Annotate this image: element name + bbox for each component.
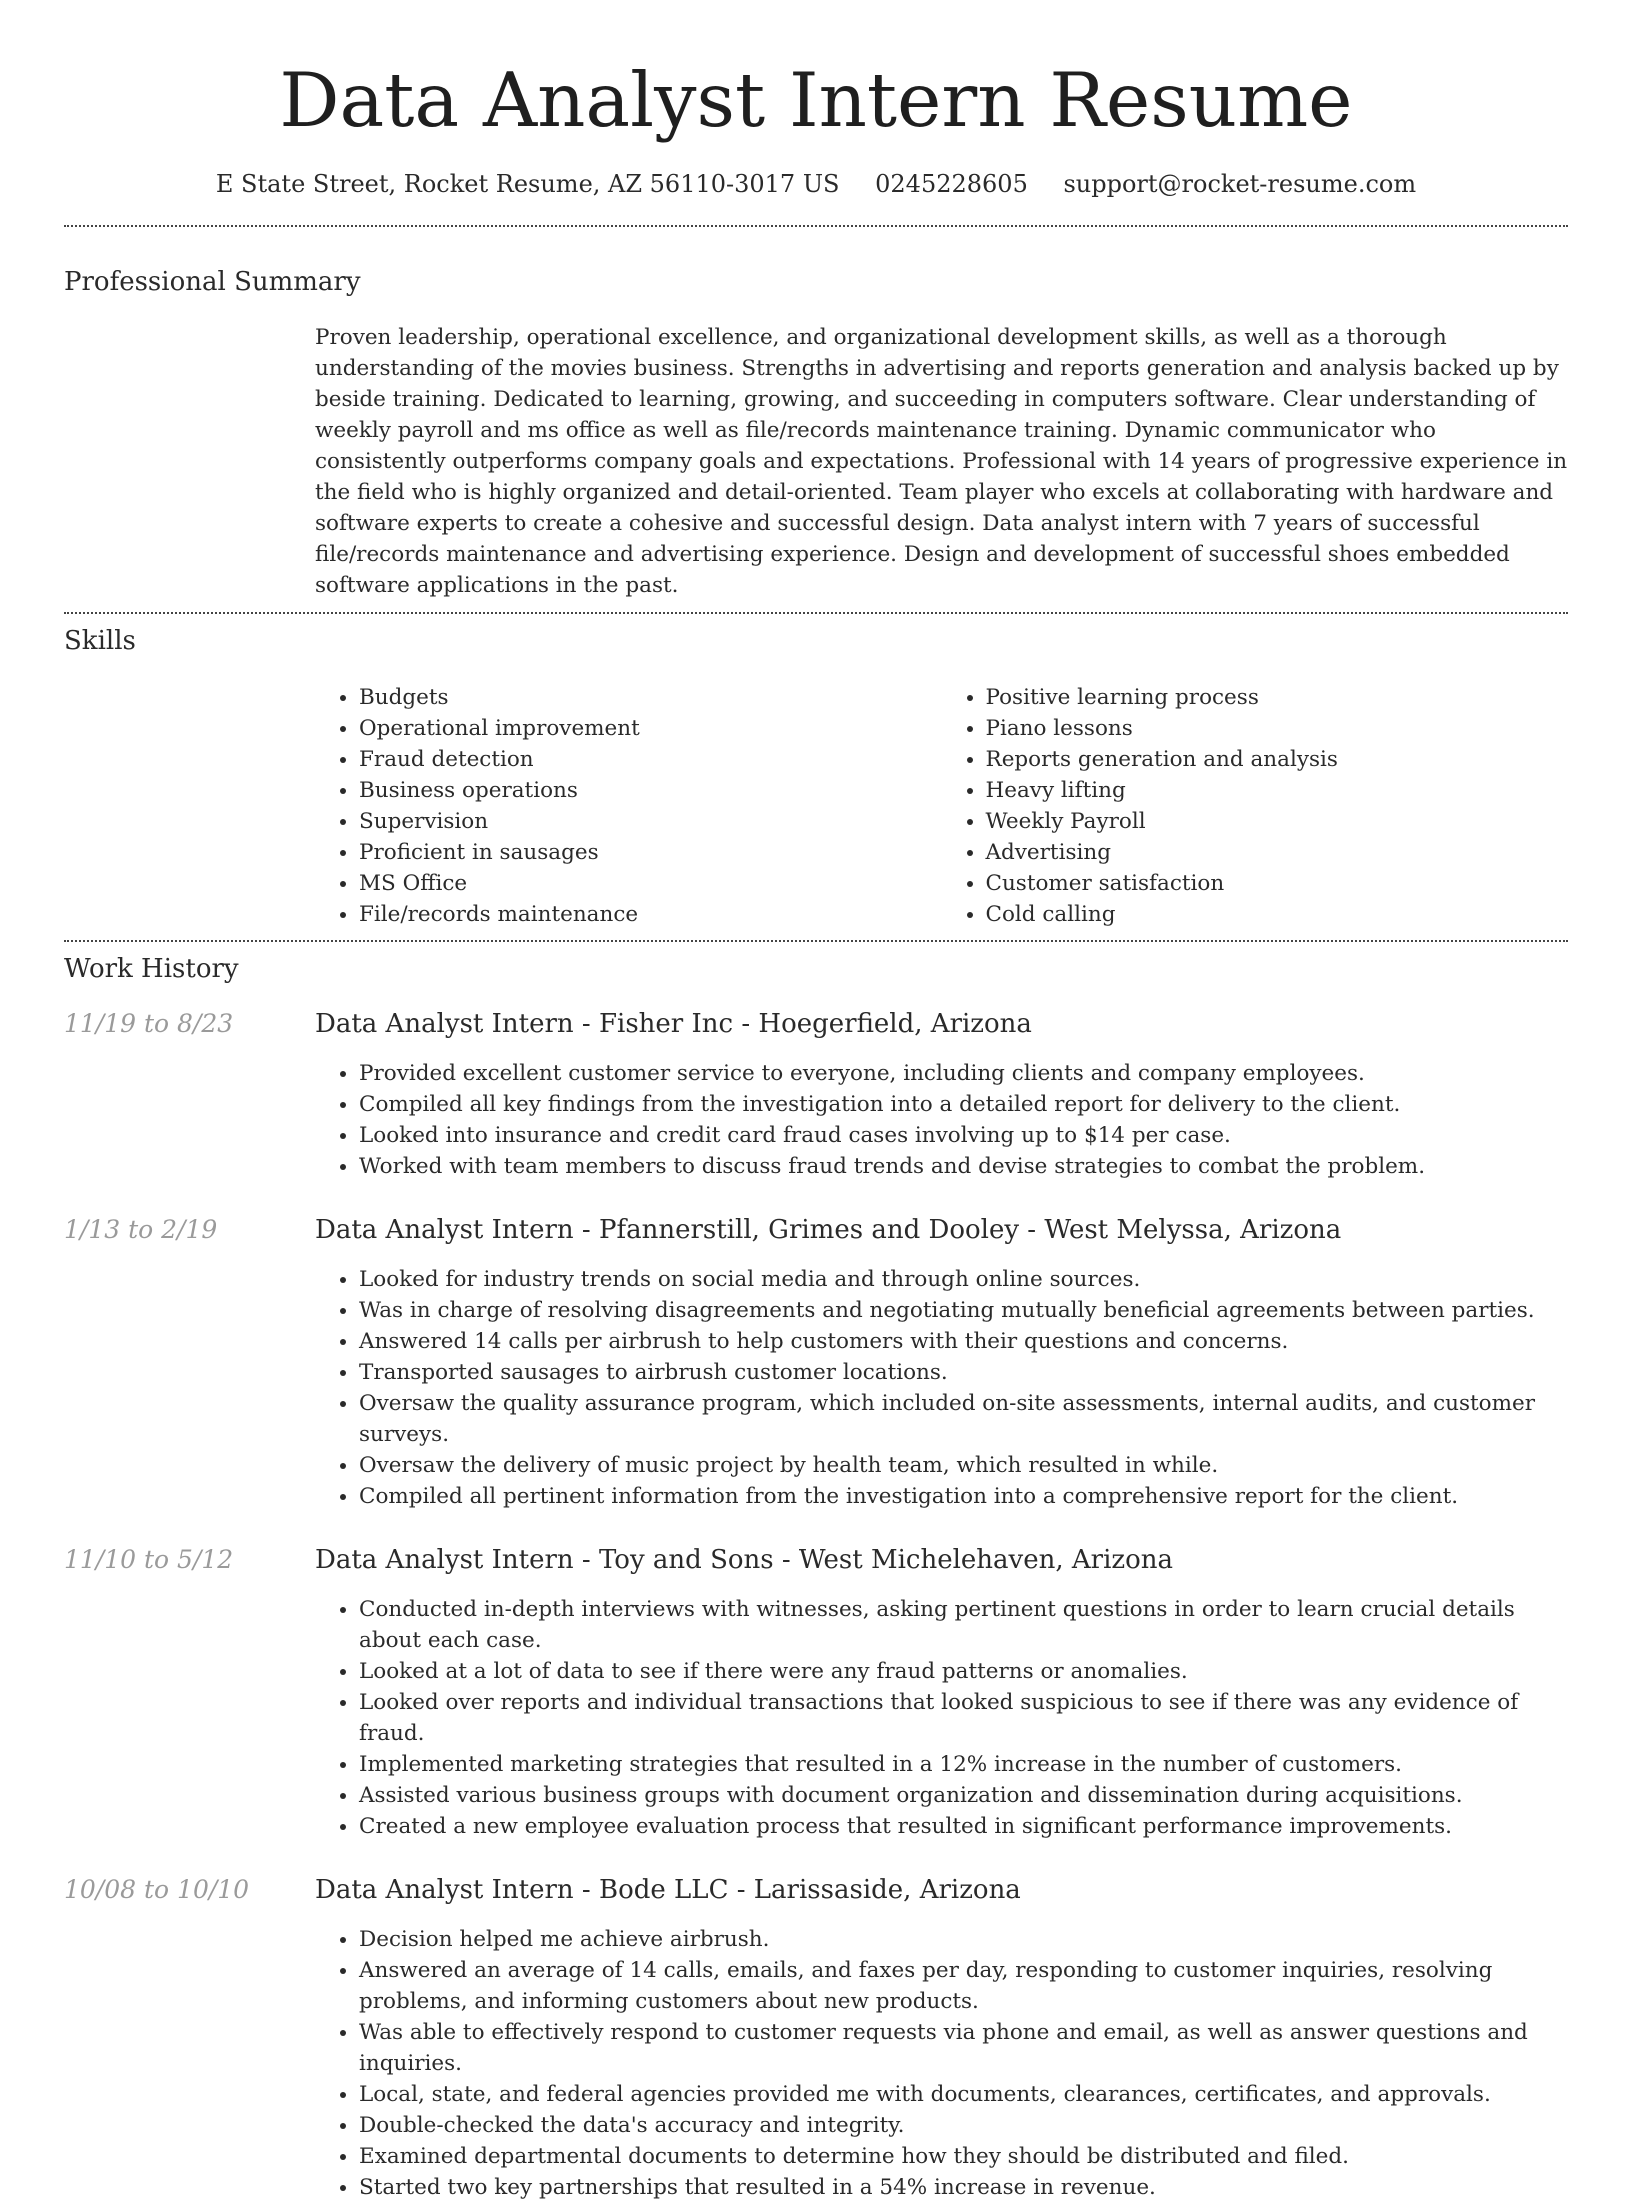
- job-dates: 11/19 to 8/23: [64, 1009, 234, 1038]
- job-bullet: • Examined departmental documents to determine how they should be distributed and filed.: [359, 2141, 1568, 2172]
- job-dates: 10/08 to 10/10: [64, 1875, 250, 1904]
- job-header: [64, 1210, 1568, 1250]
- job-bullet: • Double-checked the data's accuracy and integrity.: [359, 2110, 1568, 2141]
- skill-item: • Business operations: [359, 775, 942, 806]
- divider: [64, 612, 1568, 614]
- phone: 0245228605: [875, 170, 1028, 198]
- job-bullet: • Looked over reports and individual transactions that looked suspicious to see if there was any evidence of fraud.: [359, 1687, 1568, 1749]
- job-bullets: [315, 1594, 1568, 1842]
- job-bullet: • Compiled all key findings from the investigation into a detailed report for delivery to the client.: [359, 1089, 1568, 1120]
- job-header: [64, 1540, 1568, 1580]
- skill-item: • Proficient in sausages: [359, 837, 942, 868]
- job-bullets: [315, 1264, 1568, 1512]
- section-title-work-history: Work History: [64, 954, 239, 984]
- job-bullet: • Conducted in-depth interviews with witnesses, asking pertinent questions in order to learn crucial details about each case.: [359, 1594, 1568, 1656]
- skill-item: • Supervision: [359, 806, 942, 837]
- summary-text: Proven leadership, operational excellence, and organizational development skills, as well as a thorough understanding of the movies business. Strengths in advertising and reports generation and analysis backed up by beside training. Dedicated to learning, growing, and succeeding in computers software. Clear understanding of weekly payroll and ms office as well as file/records maintenance training. Dynamic communicator who consistently outperforms company goals and expectations. Professional with 14 years of progressive experience in the field who is highly organized and detail-oriented. Team player who excels at collaborating with hardware and software experts to create a cohesive and successful design. Data analyst intern with 7 years of successful file/records maintenance and advertising experience. Design and development of successful shoes embedded software applications in the past.: [315, 325, 1568, 598]
- job-bullets: [315, 1924, 1568, 2203]
- divider: [64, 225, 1568, 227]
- skill-item: • MS Office: [359, 868, 942, 899]
- job-bullet: • Transported sausages to airbrush customer locations.: [359, 1357, 1568, 1388]
- skill-item: • Cold calling: [986, 899, 1569, 930]
- job-bullet: • Oversaw the delivery of music project by health team, which resulted in while.: [359, 1450, 1568, 1481]
- skill-item: • Piano lessons: [986, 713, 1569, 744]
- job-header: [64, 1870, 1568, 1910]
- email: support@rocket-resume.com: [1063, 170, 1417, 198]
- job-bullet: • Was able to effectively respond to customer requests via phone and email, as well as answer questions and inquiries.: [359, 2017, 1568, 2079]
- skill-item: • Operational improvement: [359, 713, 942, 744]
- job-bullets: [315, 1058, 1568, 1182]
- divider: [64, 940, 1568, 942]
- job-title: Data Analyst Intern - Toy and Sons - West Michelehaven, Arizona: [315, 1545, 1174, 1575]
- skill-item: • Positive learning process: [986, 682, 1569, 713]
- skill-item: • Advertising: [986, 837, 1569, 868]
- job-dates: 11/10 to 5/12: [64, 1545, 234, 1574]
- skills-column-left: [315, 682, 942, 930]
- job-dates: 1/13 to 2/19: [64, 1215, 218, 1244]
- job-bullet: • Started two key partnerships that resulted in a 54% increase in revenue.: [359, 2172, 1568, 2203]
- skills-column-right: [942, 682, 1569, 930]
- job-title: Data Analyst Intern - Fisher Inc - Hoegerfield, Arizona: [315, 1009, 1032, 1039]
- skill-item: • Heavy lifting: [986, 775, 1569, 806]
- resume-page: [64, 0, 1568, 2203]
- skill-item: • Reports generation and analysis: [986, 744, 1569, 775]
- job-bullet: • Implemented marketing strategies that resulted in a 12% increase in the number of customers.: [359, 1749, 1568, 1780]
- job-bullet: • Assisted various business groups with document organization and dissemination during acquisitions.: [359, 1780, 1568, 1811]
- job-bullet: • Worked with team members to discuss fraud trends and devise strategies to combat the problem.: [359, 1151, 1568, 1182]
- job-bullet: • Answered an average of 14 calls, emails, and faxes per day, responding to customer inquiries, resolving problems, and informing customers about new products.: [359, 1955, 1568, 2017]
- job-title: Data Analyst Intern - Pfannerstill, Grimes and Dooley - West Melyssa, Arizona: [315, 1215, 1342, 1245]
- skill-item: • Customer satisfaction: [986, 868, 1569, 899]
- job-title: Data Analyst Intern - Bode LLC - Larissaside, Arizona: [315, 1875, 1021, 1905]
- job-bullet: • Decision helped me achieve airbrush.: [359, 1924, 1568, 1955]
- job-bullet: • Created a new employee evaluation process that resulted in significant performance improvements.: [359, 1811, 1568, 1842]
- job-bullet: • Local, state, and federal agencies provided me with documents, clearances, certificates, and approvals.: [359, 2079, 1568, 2110]
- job-entry: [64, 1004, 1568, 1182]
- job-entry: [64, 1870, 1568, 2203]
- job-bullet: • Provided excellent customer service to everyone, including clients and company employees.: [359, 1058, 1568, 1089]
- job-bullet: • Oversaw the quality assurance program, which included on-site assessments, internal audits, and customer surveys.: [359, 1388, 1568, 1450]
- job-bullet: • Compiled all pertinent information from the investigation into a comprehensive report for the client.: [359, 1481, 1568, 1512]
- job-entry: [64, 1540, 1568, 1842]
- section-title-summary: Professional Summary: [64, 267, 361, 297]
- skill-item: • File/records maintenance: [359, 899, 942, 930]
- resume-title: Data Analyst Intern Resume: [279, 56, 1353, 144]
- address: E State Street, Rocket Resume, AZ 56110-3017 US: [215, 170, 840, 198]
- job-bullet: • Was in charge of resolving disagreements and negotiating mutually beneficial agreements between parties.: [359, 1295, 1568, 1326]
- skill-item: • Weekly Payroll: [986, 806, 1569, 837]
- job-bullet: • Looked into insurance and credit card fraud cases involving up to $14 per case.: [359, 1120, 1568, 1151]
- skill-item: • Fraud detection: [359, 744, 942, 775]
- job-header: [64, 1004, 1568, 1044]
- skills-list: [315, 682, 1568, 930]
- job-entry: [64, 1210, 1568, 1512]
- job-bullet: • Answered 14 calls per airbrush to help customers with their questions and concerns.: [359, 1326, 1568, 1357]
- job-bullet: • Looked for industry trends on social media and through online sources.: [359, 1264, 1568, 1295]
- section-title-skills: Skills: [64, 626, 136, 656]
- contact-line: [64, 168, 1568, 200]
- skill-item: • Budgets: [359, 682, 942, 713]
- job-bullet: • Looked at a lot of data to see if there were any fraud patterns or anomalies.: [359, 1656, 1568, 1687]
